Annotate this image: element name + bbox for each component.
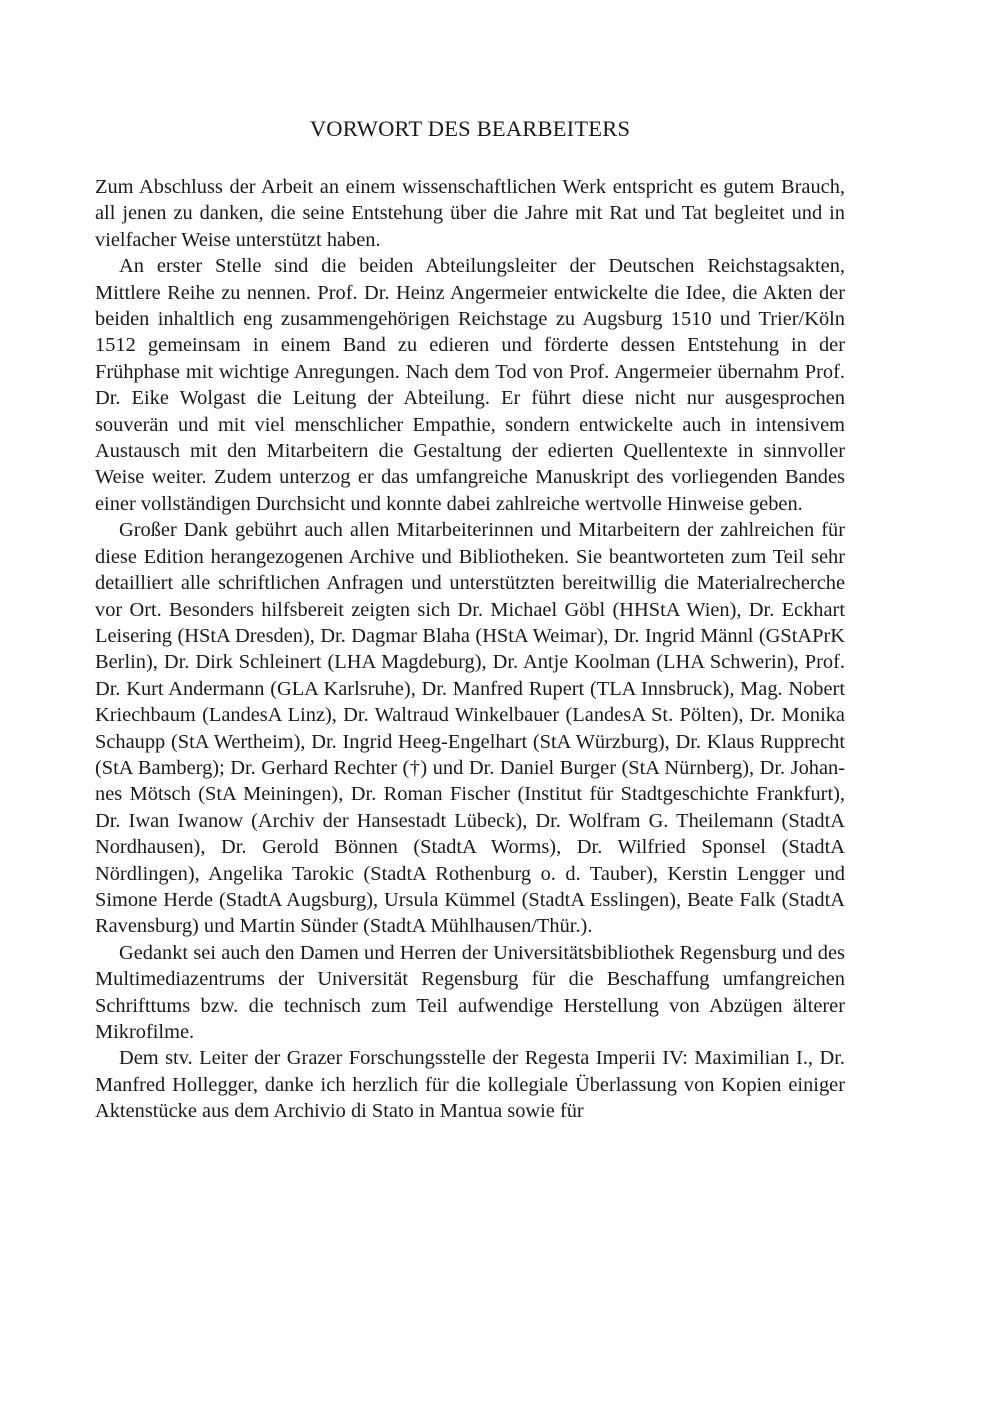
paragraph-1: Zum Abschluss der Arbeit an einem wissenschaftlichen Werk entspricht es gutem Brauch, all jenen zu danken, die seine Entstehung über die Jahre mit Rat und Tat begleitet und in vielfacher Weise unterstützt haben. — [95, 176, 845, 251]
paragraph-4: Gedankt sei auch den Damen und Herren der Universitätsbibliothek Regensburg und des Multimediazentrums der Universität Regensburg für die Beschaffung umfangreichen Schrifttums bzw. die technisch zum Teil aufwendige Herstellung von Abzügen älterer Mikrofilme. — [95, 941, 845, 1043]
paragraph-3: Großer Dank gebührt auch allen Mitarbeiterinnen und Mitarbeitern der zahlreichen für diese Edition herangezogenen Archive und Bibliotheken. Sie beantworteten zum Teil sehr detailliert alle schriftlichen Anfragen und unterstützten bereitwillig die Materialrecherche vor Ort. Besonders hilfsbereit zeigten sich Dr. Michael Göbl (HHStA Wien), Dr. Eckhart Leisering (HStA Dresden), Dr. Dagmar Blaha (HStA Weimar), Dr. Ingrid Männl (GStAPrK Berlin), Dr. Dirk Schleinert (LHA Magdeburg), Dr. Antje Koolman (LHA Schwerin), Prof. Dr. Kurt Andermann (GLA Karlsruhe), Dr. Manfred Rupert (TLA Innsbruck), Mag. Nobert Kriechbaum (LandesA Linz), Dr. Waltraud Winkelbauer (LandesA St. Pölten), Dr. Monika Schaupp (StA Wertheim), Dr. Ingrid Heeg-Engelhart (StA Würzburg), Dr. Klaus Rupprecht (StA Bamberg); Dr. Gerhard Rechter (†) und Dr. Daniel Burger (StA Nürnberg), Dr. Johannes Mötsch (StA Meiningen), Dr. Roman Fischer (Institut für Stadtgeschichte Frankfurt), Dr. Iwan Iwanow (Archiv der Hansestadt Lübeck), Dr. Wolfram G. Theilemann (StadtA Nordhausen), Dr. Gerold Bönnen (StadtA Worms), Dr. Wilfried Sponsel (StadtA Nördlingen), Angelika Tarokic (StadtA Rothenburg o. d. Tauber), Kerstin Lengger und Simone Herde (StadtA Augsburg), Ursula Kümmel (StadtA Esslingen), Beate Falk (StadtA Ravensburg) und Martin Sünder (StadtA Mühlhausen/Thür.). — [95, 519, 845, 938]
page-title: VORWORT DES BEARBEITERS — [309, 116, 631, 141]
paragraph-2: An erster Stelle sind die beiden Abteilungsleiter der Deutschen Reichstagsakten, Mittlere Reihe zu nennen. Prof. Dr. Heinz Angermeier entwickelte die Idee, die Akten der beiden inhaltlich eng zusammengehörigen Reichstage zu Augsburg 1510 und Trier/Köln 1512 gemeinsam in einem Band zu edieren und förderte dessen Entstehung in der Frühphase mit wichtige Anregungen. Nach dem Tod von Prof. Angermeier übernahm Prof. Dr. Eike Wolgast die Leitung der Abteilung. Er führt diese nicht nur ausgesprochen souverän und mit viel menschlicher Empathie, sondern entwickelte auch in intensivem Austausch mit den Mitarbeitern die Gestaltung der edierten Quellentexte in sinnvoller Weise weiter. Zudem unterzog er das umfangreiche Manuskript des vorliegenden Bandes einer vollständigen Durchsicht und konnte dabei zahlreiche wertvolle Hinweise geben. — [95, 255, 845, 515]
paragraph-5: Dem stv. Leiter der Grazer Forschungsstelle der Regesta Imperii IV: Maximilian I., Dr. Manfred Hollegger, danke ich herzlich für die kollegiale Überlassung von Kopien einiger Aktenstücke aus dem Archivio di Stato in Mantua sowie für — [95, 1047, 845, 1123]
body-text — [95, 174, 845, 1125]
